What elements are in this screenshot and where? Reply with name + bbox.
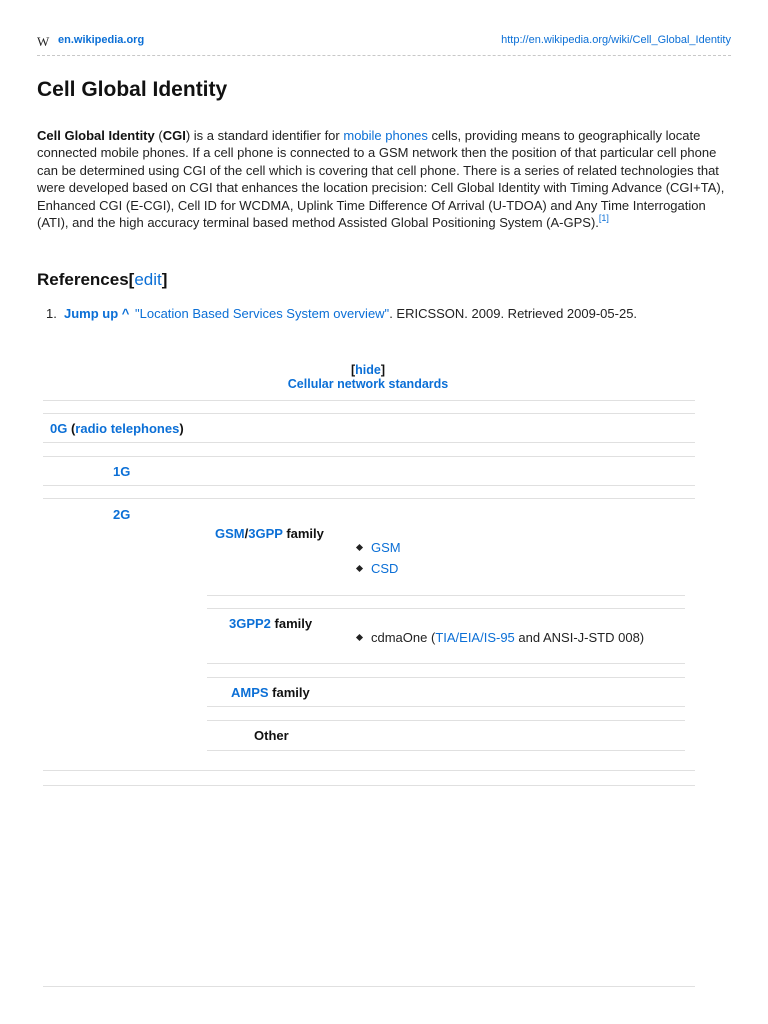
divider [43,400,695,401]
mobile-phones-link[interactable]: mobile phones [343,128,428,143]
divider [207,750,685,751]
intro-text: cells, providing means to geographically locate connected mobile phones. If a cell phone is connected to a GSM network then the position of that particular cell phone can be determined using CGI of the cell which is covering that cell phone. There is a series of related technologies that were developed based on CGI that enhances the location precision: Cell Global Identity with Timing Advance (CGI+TA), Enhanced CGI (E-CGI), Cell ID for WCDMA, Uplink Time Difference Of Arrival (U-TDOA) and Any Time Interrogation (ATI), and the high accuracy terminal based method Assisted Global Positioning System (A-GPS). [37,128,725,231]
citation-link[interactable]: [1] [598,213,609,224]
divider [43,442,695,443]
navbox-toggle [0,363,736,377]
divider [43,485,695,486]
divider [207,608,685,609]
3gpp-link[interactable]: 3GPP [248,526,283,541]
article-intro [37,127,737,231]
divider [207,706,685,707]
2g-link[interactable]: 2G [113,507,131,522]
bracket: ] [380,363,386,377]
amps-link[interactable]: AMPS [231,685,269,700]
csd-item-link[interactable]: CSD [371,561,399,576]
intro-text: ) is a standard identifier for [185,128,344,143]
reference-number: 1. [46,306,57,321]
edit-link[interactable]: edit [134,270,162,289]
gsm-family-label [215,526,324,541]
item-text: cdmaOne ( [371,630,436,645]
reference-details: . ERICSSON. 2009. Retrieved 2009-05-25. [389,306,638,321]
page-footer-divider [43,986,695,987]
navbox-title-link[interactable]: Cellular network standards [287,377,449,391]
list-item [357,561,398,576]
divider [207,595,685,596]
bullet-icon [356,544,363,551]
slash: / [244,526,249,541]
page-url-link[interactable]: http://en.wikipedia.org/wiki/Cell_Global_Identity [501,34,731,46]
bracket: [ [128,270,135,289]
divider [43,413,695,414]
site-domain-link[interactable]: en.wikipedia.org [58,34,145,46]
bullet-icon [356,634,363,641]
divider [43,498,695,499]
navbox-row-2g [113,507,130,522]
radio-telephones-link[interactable]: radio telephones [75,421,180,436]
bracket: ] [161,270,168,289]
divider [207,663,685,664]
other-label: Other [254,728,289,743]
1g-link[interactable]: 1G [113,464,131,479]
jump-up-link[interactable]: Jump up ^ [64,306,130,321]
3gpp2-family-label [229,616,312,631]
references-heading-text: References [37,270,129,289]
references-heading [37,270,167,290]
family-suffix: family [268,685,310,700]
reference-title-link[interactable]: "Location Based Services System overview" [135,306,390,321]
family-suffix: family [270,616,313,631]
abbr-bold: CGI [162,128,186,143]
list-item [357,540,401,555]
item-text: and ANSI-J-STD 008) [514,630,645,645]
bracket: [ [350,363,356,377]
divider [43,785,695,786]
navbox-row-1g [113,464,130,479]
navbox-row-0g [50,421,184,436]
divider [43,456,695,457]
amps-family-label [231,685,310,700]
gsm-link[interactable]: GSM [215,526,245,541]
0g-link[interactable]: 0G [50,421,68,436]
3gpp2-link[interactable]: 3GPP2 [229,616,271,631]
bullet-icon [356,565,363,572]
divider [207,720,685,721]
divider [207,677,685,678]
family-suffix: family [282,526,324,541]
page-title: Cell Global Identity [37,78,228,101]
tia-eia-is95-link[interactable]: TIA/EIA/IS-95 [435,630,515,645]
page-header [37,33,731,56]
gsm-item-link[interactable]: GSM [371,540,401,555]
paren: ( [67,421,76,436]
term-bold: Cell Global Identity [37,128,155,143]
paren: ) [179,421,184,436]
list-item [357,630,644,645]
hide-link[interactable]: hide [355,363,381,377]
divider [43,770,695,771]
wikipedia-logo-icon: W [37,34,50,49]
intro-text: ( [154,128,163,143]
reference-item [46,306,637,321]
